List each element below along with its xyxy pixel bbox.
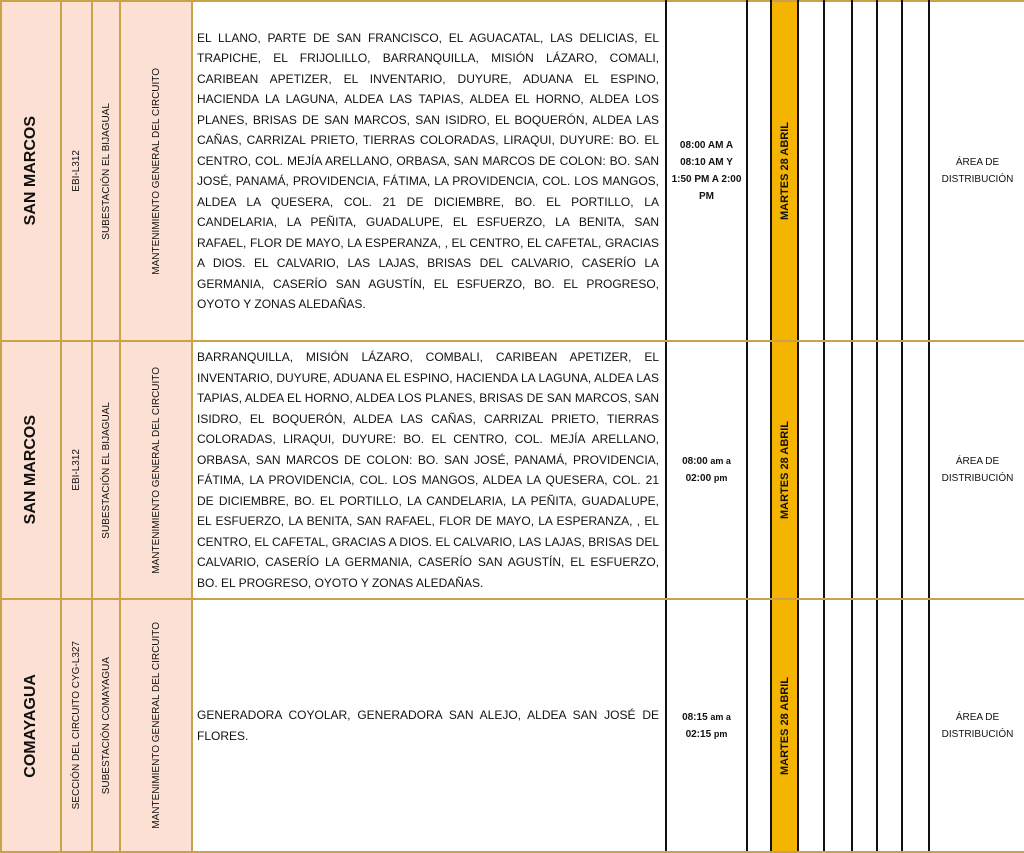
empty-cell	[877, 1, 902, 341]
time-line: 08:15 am a	[682, 711, 731, 723]
area-line: ÁREA DE	[955, 711, 1000, 723]
area-line: ÁREA DE	[955, 456, 1000, 467]
empty-cell	[902, 599, 929, 852]
empty-cell	[798, 1, 824, 341]
time-line: 08:00 am a	[682, 456, 731, 467]
empty-cell	[824, 341, 852, 599]
time-line: PM	[699, 191, 714, 202]
empty-cell	[747, 341, 771, 599]
area-line: DISTRIBUCIÓN	[941, 473, 1014, 484]
empty-cell	[824, 599, 852, 852]
date-cell: MARTES 28 ABRIL	[771, 599, 798, 852]
work-cell: MANTENIMIENTO GENERAL DEL CIRCUITO	[120, 1, 192, 341]
empty-cell	[747, 599, 771, 852]
table-row	[1, 599, 1024, 852]
empty-cell	[852, 1, 877, 341]
table-row	[1, 1, 1024, 341]
description-cell: GENERADORA COYOLAR, GENERADORA SAN ALEJO, ALDEA SAN JOSÉ DE FLORES.	[192, 599, 666, 852]
area-line: DISTRIBUCIÓN	[941, 728, 1014, 740]
circuit-cell: SECCIÓN DEL CIRCUITO CYG-L327	[61, 599, 92, 852]
time-line: 1:50 PM A 2:00	[671, 174, 742, 185]
area-cell	[929, 341, 1024, 599]
empty-cell	[902, 1, 929, 341]
area-cell	[929, 599, 1024, 852]
empty-cell	[852, 341, 877, 599]
area-line: ÁREA DE	[955, 157, 1000, 168]
work-cell: MANTENIMIENTO GENERAL DEL CIRCUITO	[120, 599, 192, 852]
substation-cell: SUBESTACIÓN EL BIJAGUAL	[92, 1, 120, 341]
empty-cell	[824, 1, 852, 341]
time-line: 08:10 AM Y	[680, 157, 733, 168]
time-cell	[666, 341, 747, 599]
circuit-cell: EBI-L312	[61, 341, 92, 599]
empty-cell	[798, 599, 824, 852]
empty-cell	[902, 341, 929, 599]
work-cell: MANTENIMIENTO GENERAL DEL CIRCUITO	[120, 341, 192, 599]
empty-cell	[877, 341, 902, 599]
area-cell	[929, 1, 1024, 341]
area-line: DISTRIBUCIÓN	[941, 174, 1014, 185]
substation-cell: SUBESTACIÓN EL BIJAGUAL	[92, 341, 120, 599]
empty-cell	[798, 341, 824, 599]
date-cell: MARTES 28 ABRIL	[771, 341, 798, 599]
date-cell: MARTES 28 ABRIL	[771, 1, 798, 341]
region-cell: SAN MARCOS	[1, 1, 61, 341]
region-cell: SAN MARCOS	[1, 341, 61, 599]
description-cell: EL LLANO, PARTE DE SAN FRANCISCO, EL AGUACATAL, LAS DELICIAS, EL TRAPICHE, EL FRIJOLILLO, BARRANQUILLA, MISIÓN LÁZARO, COMALI, CARIBEAN APETIZER, EL INVENTARIO, DUYURE, ADUANA EL ESPINO, HACIENDA LA LAGUNA, ALDEA LAS TAPIAS, ALDEA EL HORNO, ALDEA LOS PLANES, BRISAS DE SAN MARCOS, SAN ISIDRO, EL BOQUERÓN, ALDEA LAS CAÑAS, CARRIZAL PRIETO, TIERRAS COLORADAS, LIRAQUI, DUYURE: BO. EL CENTRO, COL. MEJÍA ARELLANO, ORBASA, SAN MARCOS DE COLON: BO. SAN JOSÉ, PANAMÁ, PROVIDENCIA, FÁTIMA, LA PROVIDENCIA, COL. LOS MANGOS, ALDEA LA QUESERA, COL. 21 DE DICIEMBRE, BO. EL PORTILLO, LA CANDELARIA, LA PEÑITA, GUADALUPE, EL ESFUERZO, LA BENITA, SAN RAFAEL, FLOR DE MAYO, LA ESPERANZA, , EL CENTRO, EL CAFETAL, GRACIAS A DIOS. EL CALVARIO, LAS LAJAS, BRISAS DEL CALVARIO, CASERÍO LA GERMANIA, CASERÍO SAN AGUSTÍN, EL ESFUERZO, BO. EL PROGRESO, OYOTO Y ZONAS ALEDAÑAS.	[192, 1, 666, 341]
table-row	[1, 341, 1024, 599]
substation-cell: SUBESTACIÓN COMAYAGUA	[92, 599, 120, 852]
empty-cell	[877, 599, 902, 852]
time-line: 02:15 pm	[685, 728, 728, 740]
empty-cell	[852, 599, 877, 852]
time-line: 08:00 AM A	[679, 140, 734, 151]
time-cell	[666, 599, 747, 852]
region-cell: COMAYAGUA	[1, 599, 61, 852]
time-line: 02:00 pm	[685, 473, 728, 484]
description-cell: BARRANQUILLA, MISIÓN LÁZARO, COMBALI, CARIBEAN APETIZER, EL INVENTARIO, DUYURE, ADUANA EL ESPINO, HACIENDA LA LAGUNA, ALDEA LAS TAPIAS, ALDEA EL HORNO, ALDEA LOS PLANES, BRISAS DE SAN MARCOS, SAN ISIDRO, EL BOQUERÓN, ALDEA LAS CAÑAS, CARRIZAL PRIETO, TIERRAS COLORADAS, LIRAQUI, DUYURE: BO. EL CENTRO, COL. MEJÍA ARELLANO, ORBASA, SAN MARCOS DE COLON: BO. SAN JOSÉ, PANAMÁ, PROVIDENCIA, FÁTIMA, LA PROVIDENCIA, COL. LOS MANGOS, ALDEA LA QUESERA, COL. 21 DE DICIEMBRE, BO. EL PORTILLO, LA CANDELARIA, LA PEÑITA, GUADALUPE, EL ESFUERZO, LA BENITA, SAN RAFAEL, FLOR DE MAYO, LA ESPERANZA, , EL CENTRO, EL CAFETAL, GRACIAS A DIOS. EL CALVARIO, LAS LAJAS, BRISAS DEL CALVARIO, CASERÍO LA GERMANIA, CASERÍO SAN AGUSTÍN, EL ESFUERZO, BO. EL PROGRESO, OYOTO Y ZONAS ALEDAÑAS.	[192, 341, 666, 599]
time-cell	[666, 1, 747, 341]
circuit-cell: EBI-L312	[61, 1, 92, 341]
empty-cell	[747, 1, 771, 341]
